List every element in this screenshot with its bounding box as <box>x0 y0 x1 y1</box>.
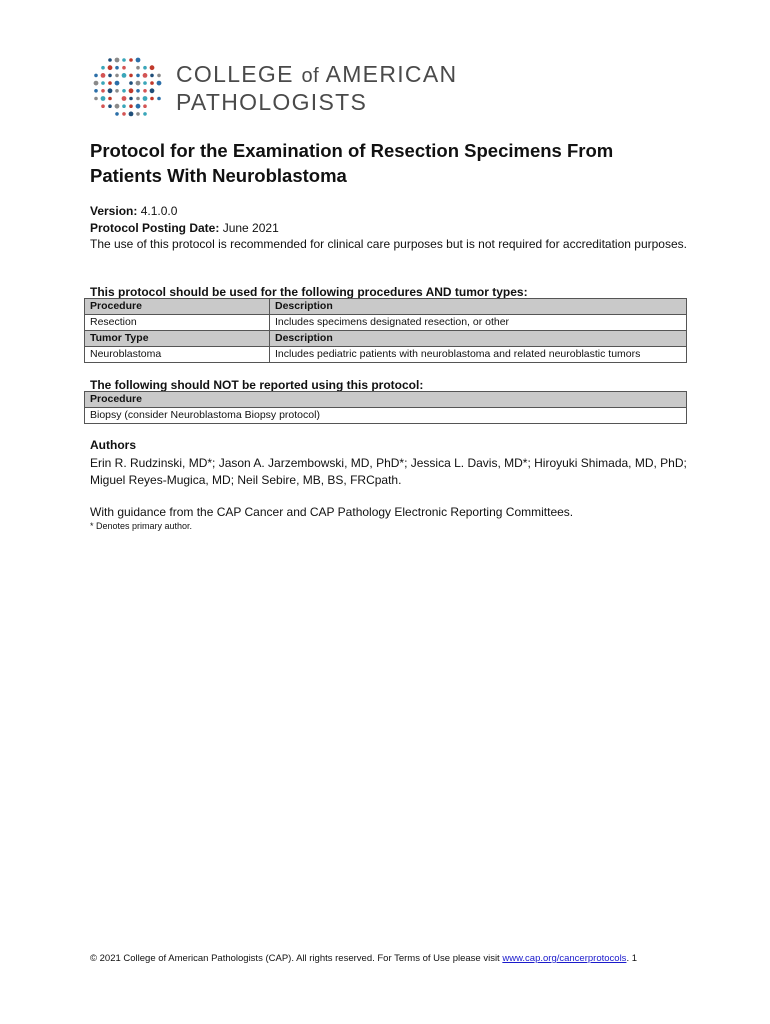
exclusions-table <box>84 391 687 424</box>
table-header-row <box>85 331 687 347</box>
procedures-heading: This protocol should be used for the following procedures AND tumor types: <box>90 285 528 299</box>
logo-dot <box>143 104 147 108</box>
logo-dot <box>115 74 119 78</box>
guidance-statement: With guidance from the CAP Cancer and CAP Pathology Electronic Reporting Committees. <box>90 505 574 519</box>
version-value: 4.1.0.0 <box>140 204 178 218</box>
logo-dot <box>143 89 147 93</box>
logo-dot <box>122 89 126 93</box>
logo-dot <box>108 97 112 101</box>
logo-dot <box>115 66 119 70</box>
logo-dot <box>122 112 126 116</box>
logo-dot <box>115 89 119 93</box>
logo-dot <box>143 81 147 85</box>
exclusions-heading: The following should NOT be reported using this protocol: <box>90 378 424 392</box>
logo-dot <box>101 66 105 70</box>
table-header-cell: Procedure <box>85 392 687 408</box>
logo-dot <box>122 66 126 70</box>
logo-dot <box>129 97 133 101</box>
page-footer <box>90 953 700 964</box>
logo-dot <box>157 74 161 78</box>
logo-dot <box>136 81 141 86</box>
logo-word-college: COLLEGE <box>176 61 294 87</box>
logo-word-of: of <box>301 65 320 87</box>
logo-dot <box>150 97 154 101</box>
table-cell: Biopsy (consider Neuroblastoma Biopsy protocol) <box>85 408 687 424</box>
logo-dot <box>136 97 140 101</box>
version-label: Version: <box>90 204 138 218</box>
logo-dot <box>108 65 113 70</box>
logo-dot <box>157 81 162 86</box>
logo-word-american: AMERICAN <box>325 61 458 87</box>
logo-dot <box>122 96 127 101</box>
table-header-row <box>85 392 687 408</box>
logo-dot <box>143 73 148 78</box>
logo-dot <box>94 89 98 93</box>
logo-dot <box>108 81 112 85</box>
cancer-protocols-link[interactable]: www.cap.org/cancerprotocols <box>502 953 627 964</box>
table-row <box>85 347 687 363</box>
logo-dot <box>94 74 98 78</box>
usage-statement: The use of this protocol is recommended for clinical care purposes but is not required for accreditation purposes. <box>90 237 687 251</box>
table-cell-description: Description <box>270 331 687 347</box>
logo-dot <box>150 88 155 93</box>
table-cell-first: Tumor Type <box>85 331 270 347</box>
cap-logo-dots-icon <box>92 56 162 120</box>
logo-dot <box>108 74 112 78</box>
procedures-table <box>84 298 687 363</box>
table-cell-description: Includes specimens designated resection, or other <box>270 315 687 331</box>
cap-logo-wordmark <box>176 61 457 115</box>
footer-copyright: © 2021 College of American Pathologists (CAP). All rights reserved. For Terms of Use please visit <box>90 953 500 964</box>
logo-dot <box>129 81 133 85</box>
logo-dot <box>136 74 140 78</box>
logo-dot <box>94 81 99 86</box>
table-cell-first: Neuroblastoma <box>85 347 270 363</box>
logo-dot <box>108 104 112 108</box>
logo-dot <box>129 58 133 62</box>
logo-dot <box>143 112 147 116</box>
table-cell-description: Description <box>270 299 687 315</box>
authors-list: Erin R. Rudzinski, MD*; Jason A. Jarzembowski, MD, PhD*; Jessica L. Davis, MD*; Hiroyuki Shimada, MD, PhD; Miguel Reyes-Mugica, MD; Neil Sebire, MB, BS, FRCpath. <box>90 456 687 487</box>
logo-dot <box>122 104 126 108</box>
logo-word-pathologists: PATHOLOGISTS <box>176 89 368 115</box>
logo-dot <box>143 66 147 70</box>
logo-dot <box>157 97 161 101</box>
logo-dot <box>150 74 154 78</box>
table-cell-description: Includes pediatric patients with neuroblastoma and related neuroblastic tumors <box>270 347 687 363</box>
logo-dot <box>136 66 140 70</box>
posting-date-label: Protocol Posting Date: <box>90 220 220 235</box>
protocol-meta <box>90 203 690 253</box>
cap-logo <box>92 56 457 120</box>
table-row <box>85 315 687 331</box>
logo-dot <box>101 89 105 93</box>
logo-dot <box>136 104 141 109</box>
logo-dot <box>101 73 106 78</box>
logo-dot <box>143 96 148 101</box>
logo-dot <box>129 74 133 78</box>
logo-dot <box>94 97 98 101</box>
logo-dot <box>129 104 133 108</box>
logo-dot <box>122 73 127 78</box>
authors-heading: Authors <box>90 438 136 452</box>
logo-dot <box>129 88 134 93</box>
table-header-row <box>85 299 687 315</box>
logo-dot <box>136 89 140 93</box>
logo-dot <box>108 88 113 93</box>
logo-dot <box>115 58 120 63</box>
logo-dot <box>115 81 120 86</box>
logo-dot <box>136 58 141 63</box>
document-title: Protocol for the Examination of Resection Specimens From Patients With Neuroblastoma <box>90 140 614 186</box>
logo-dot <box>150 65 155 70</box>
table-row <box>85 408 687 424</box>
logo-dot <box>150 81 154 85</box>
logo-dot <box>101 96 106 101</box>
logo-dot <box>136 112 140 116</box>
logo-dot <box>115 112 119 116</box>
table-cell-first: Procedure <box>85 299 270 315</box>
logo-dot <box>115 104 120 109</box>
logo-dot <box>108 58 112 62</box>
primary-author-note: * Denotes primary author. <box>90 521 193 531</box>
logo-dot <box>101 81 105 85</box>
posting-date-value: June 2021 <box>222 220 279 235</box>
logo-dot <box>122 58 126 62</box>
page-number: . 1 <box>626 953 637 964</box>
logo-dot <box>129 112 134 117</box>
logo-dot <box>101 104 105 108</box>
table-cell-first: Resection <box>85 315 270 331</box>
